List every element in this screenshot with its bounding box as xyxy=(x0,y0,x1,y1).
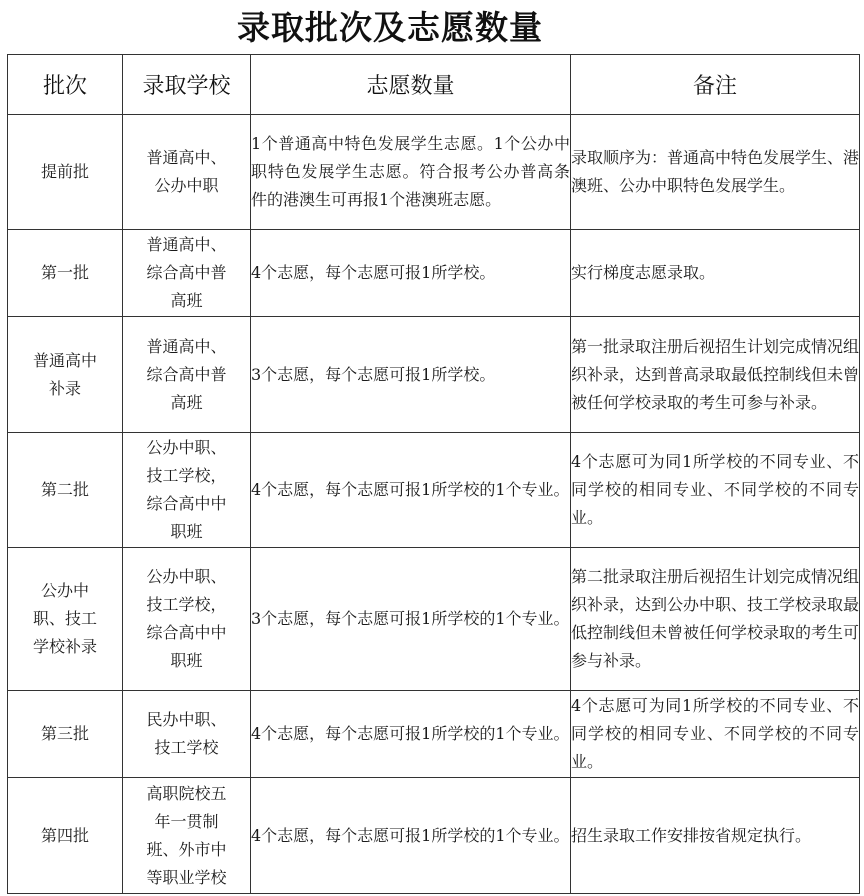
cell-volunteers-text: 4个志愿，每个志愿可报1所学校的1个专业。 xyxy=(251,724,570,743)
cell-batch xyxy=(8,230,123,317)
cell-batch xyxy=(8,691,123,778)
table-header-row xyxy=(8,55,860,115)
cell-school xyxy=(123,115,251,230)
header-volunteers: 志愿数量 xyxy=(251,55,571,115)
table-row xyxy=(8,115,860,230)
cell-batch-text: 第三批 xyxy=(40,724,89,743)
cell-school-text: 普通高中、 综合高中普 高班 xyxy=(146,336,227,412)
table-row xyxy=(8,691,860,778)
cell-volunteers xyxy=(251,433,571,548)
cell-note xyxy=(571,317,860,433)
cell-school-text: 普通高中、 综合高中普 高班 xyxy=(146,235,227,310)
cell-note-text: 第一批录取注册后视招生计划完成情况组织补录，达到普高录取最低控制线但未曾被任何学校录取的考生可参与补录。 xyxy=(571,336,860,412)
table-row xyxy=(8,778,860,894)
cell-volunteers xyxy=(251,317,571,433)
cell-volunteers xyxy=(251,230,571,317)
cell-note xyxy=(571,230,860,317)
cell-note-text: 实行梯度志愿录取。 xyxy=(571,263,716,282)
document-title: 录取批次及志愿数量 xyxy=(237,8,543,47)
cell-note xyxy=(571,778,860,894)
table-row xyxy=(8,548,860,691)
cell-school-text: 民办中职、 技工学校 xyxy=(146,710,227,757)
cell-school xyxy=(123,230,251,317)
cell-school xyxy=(123,433,251,548)
cell-school xyxy=(123,778,251,894)
cell-batch-text: 第二批 xyxy=(40,480,89,499)
cell-batch xyxy=(8,433,123,548)
cell-school-text: 普通高中、 公办中职 xyxy=(146,148,227,195)
cell-batch xyxy=(8,317,123,433)
cell-volunteers-text: 4个志愿，每个志愿可报1所学校。 xyxy=(251,263,496,282)
cell-note xyxy=(571,691,860,778)
cell-volunteers-text: 1个普通高中特色发展学生志愿。1个公办中职特色发展学生志愿。符合报考公办普高条件的港澳生可再报1个港澳班志愿。 xyxy=(251,134,570,209)
header-school: 录取学校 xyxy=(123,55,251,115)
cell-school xyxy=(123,548,251,691)
cell-note xyxy=(571,548,860,691)
cell-batch-text: 普通高中 补录 xyxy=(32,350,97,398)
cell-volunteers xyxy=(251,115,571,230)
table-row xyxy=(8,433,860,548)
cell-batch-text: 提前批 xyxy=(40,162,89,181)
cell-school xyxy=(123,691,251,778)
cell-batch-text: 第一批 xyxy=(40,263,89,282)
cell-school xyxy=(123,317,251,433)
header-note: 备注 xyxy=(571,55,860,115)
cell-volunteers-text: 4个志愿，每个志愿可报1所学校的1个专业。 xyxy=(251,480,570,499)
cell-batch-text: 公办中 职、技工 学校补录 xyxy=(32,581,97,656)
cell-note-text: 4个志愿可为同1所学校的不同专业、不同学校的相同专业、不同学校的不同专业。 xyxy=(571,452,859,527)
cell-note xyxy=(571,433,860,548)
cell-volunteers xyxy=(251,548,571,691)
cell-volunteers xyxy=(251,778,571,894)
cell-batch xyxy=(8,115,123,230)
cell-note-text: 录取顺序为：普通高中特色发展学生、港澳班、公办中职特色发展学生。 xyxy=(571,148,860,195)
cell-volunteers-text: 3个志愿，每个志愿可报1所学校的1个专业。 xyxy=(251,609,570,628)
cell-note-text: 第二批录取注册后视招生计划完成情况组织补录，达到公办中职、技工学校录取最低控制线但未曾被任何学校录取的考生可参与补录。 xyxy=(571,567,860,670)
table-row xyxy=(8,317,860,433)
cell-volunteers xyxy=(251,691,571,778)
cell-volunteers-text: 4个志愿，每个志愿可报1所学校的1个专业。 xyxy=(251,825,570,845)
cell-batch-text: 第四批 xyxy=(40,825,89,845)
header-batch: 批次 xyxy=(8,55,123,115)
cell-note-text: 4个志愿可为同1所学校的不同专业、不同学校的相同专业、不同学校的不同专业。 xyxy=(571,696,859,771)
admission-batch-table xyxy=(7,54,860,894)
cell-batch xyxy=(8,778,123,894)
table-row xyxy=(8,230,860,317)
cell-school-text: 公办中职、 技工学校， 综合高中中 职班 xyxy=(146,438,227,541)
cell-note-text: 招生录取工作安排按省规定执行。 xyxy=(571,825,812,845)
table-body xyxy=(8,115,860,894)
cell-note xyxy=(571,115,860,230)
cell-school-text: 高职院校五 年一贯制 班、外市中 等职业学校 xyxy=(146,783,227,887)
cell-school-text: 公办中职、 技工学校， 综合高中中 职班 xyxy=(146,567,227,670)
cell-batch xyxy=(8,548,123,691)
cell-volunteers-text: 3个志愿，每个志愿可报1所学校。 xyxy=(251,364,496,384)
